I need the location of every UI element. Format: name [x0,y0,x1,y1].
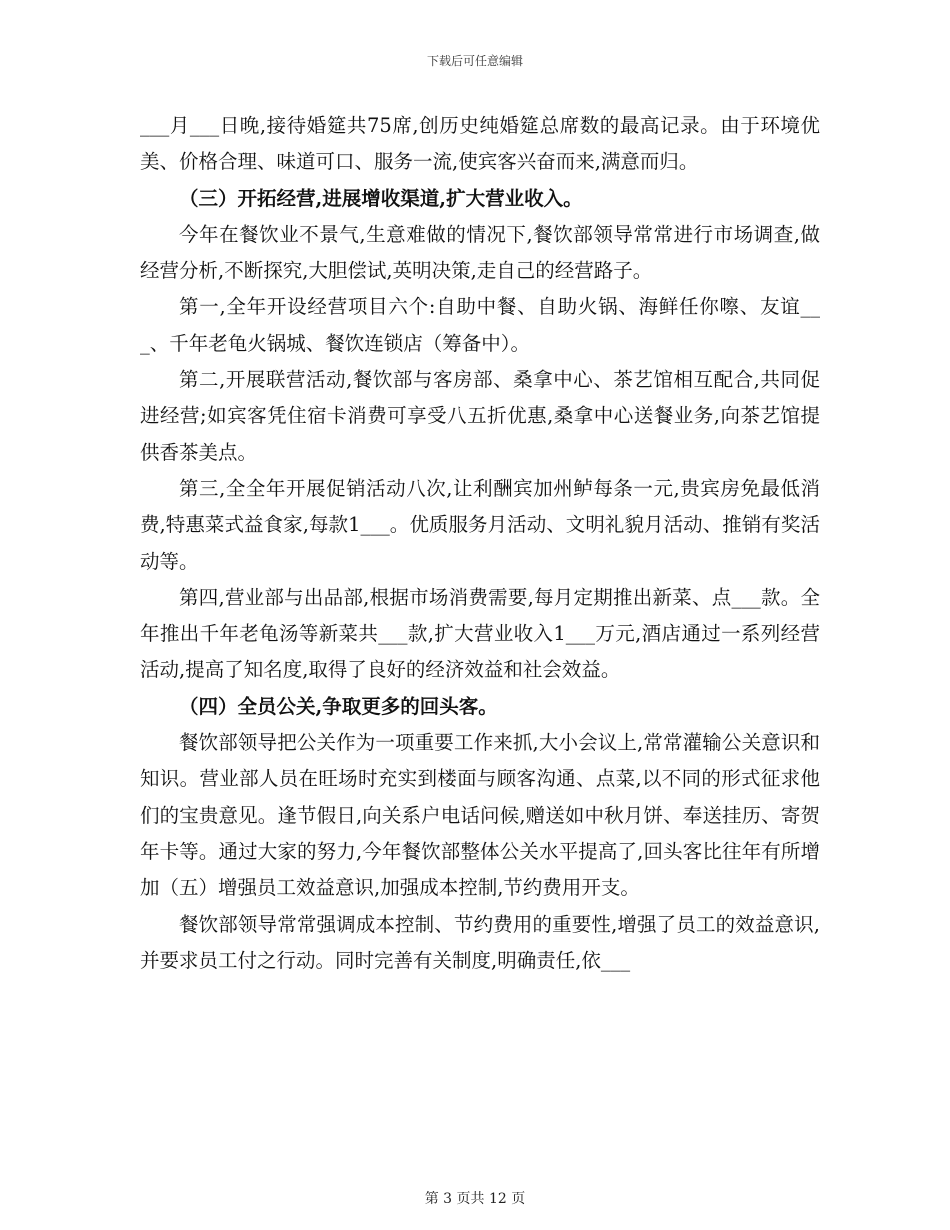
page-footer: 第 3 页共 12 页 [424,1191,526,1207]
paragraph-intro: 今年在餐饮业不景气,生意难做的情况下,餐饮部领导常常进行市场调查,做经营分析,不断探究,大胆偿试,英明决策,走自己的经营路子。 [140,222,820,283]
paragraph-third: 第三,全全年开展促销活动八次,让利酬宾加州鲈每条一元,贵宾房免最低消费,特惠菜式益食家,每款1___。优质服务月活动、文明礼貌月活动、推销有奖活动等。 [140,476,820,573]
page-header: 下载后可任意编辑 [426,54,523,68]
paragraph-first: 第一,全年开设经营项目六个:自助中餐、自助火锅、海鲜任你嚓、友谊___、千年老龟火锅城、餐饮连锁店（筹备中）。 [140,295,820,355]
section-heading-3: （三）开拓经营,进展增收渠道,扩大营业收入。 [179,186,583,210]
section-heading-4: （四）全员公关,争取更多的回头客。 [179,694,498,718]
document-body [140,108,820,979]
paragraph-cost-control: 餐饮部领导常常强调成本控制、节约费用的重要性,增强了员工的效益意识,并要求员工付之行动。同时完善有关制度,明确责任,依___ [140,912,820,972]
paragraph-public-relations: 餐饮部领导把公关作为一项重要工作来抓,大小会议上,常常灌输公关意识和知识。营业部人员在旺场时充实到楼面与顾客沟通、点菜,以不同的形式征求他们的宝贵意见。逢节假日,向关系户电话问候,赠送如中秋月饼、奉送挂历、寄贺年卡等。通过大家的努力,今年餐饮部整体公关水平提高了,回头客比往年有所增加（五）增强员工效益意识,加强成本控制,节约费用开支。 [140,731,820,900]
paragraph-fourth: 第四,营业部与出品部,根据市场消费需要,每月定期推出新菜、点___款。全年推出千年老龟汤等新菜共___款,扩大营业收入1___万元,酒店通过一系列经营活动,提高了知名度,取得了良好的经济效益和社会效益。 [140,585,820,682]
paragraph-second: 第二,开展联营活动,餐饮部与客房部、桑拿中心、茶艺馆相互配合,共同促进经营;如宾客凭住宿卡消费可享受八五折优惠,桑拿中心送餐业务,向茶艺馆提供香茶美点。 [140,368,820,464]
paragraph-continuation: ___月___日晚,接待婚筵共75席,创历史纯婚筵总席数的最高记录。由于环境优美、价格合理、味道可口、服务一流,使宾客兴奋而来,满意而归。 [140,114,820,174]
